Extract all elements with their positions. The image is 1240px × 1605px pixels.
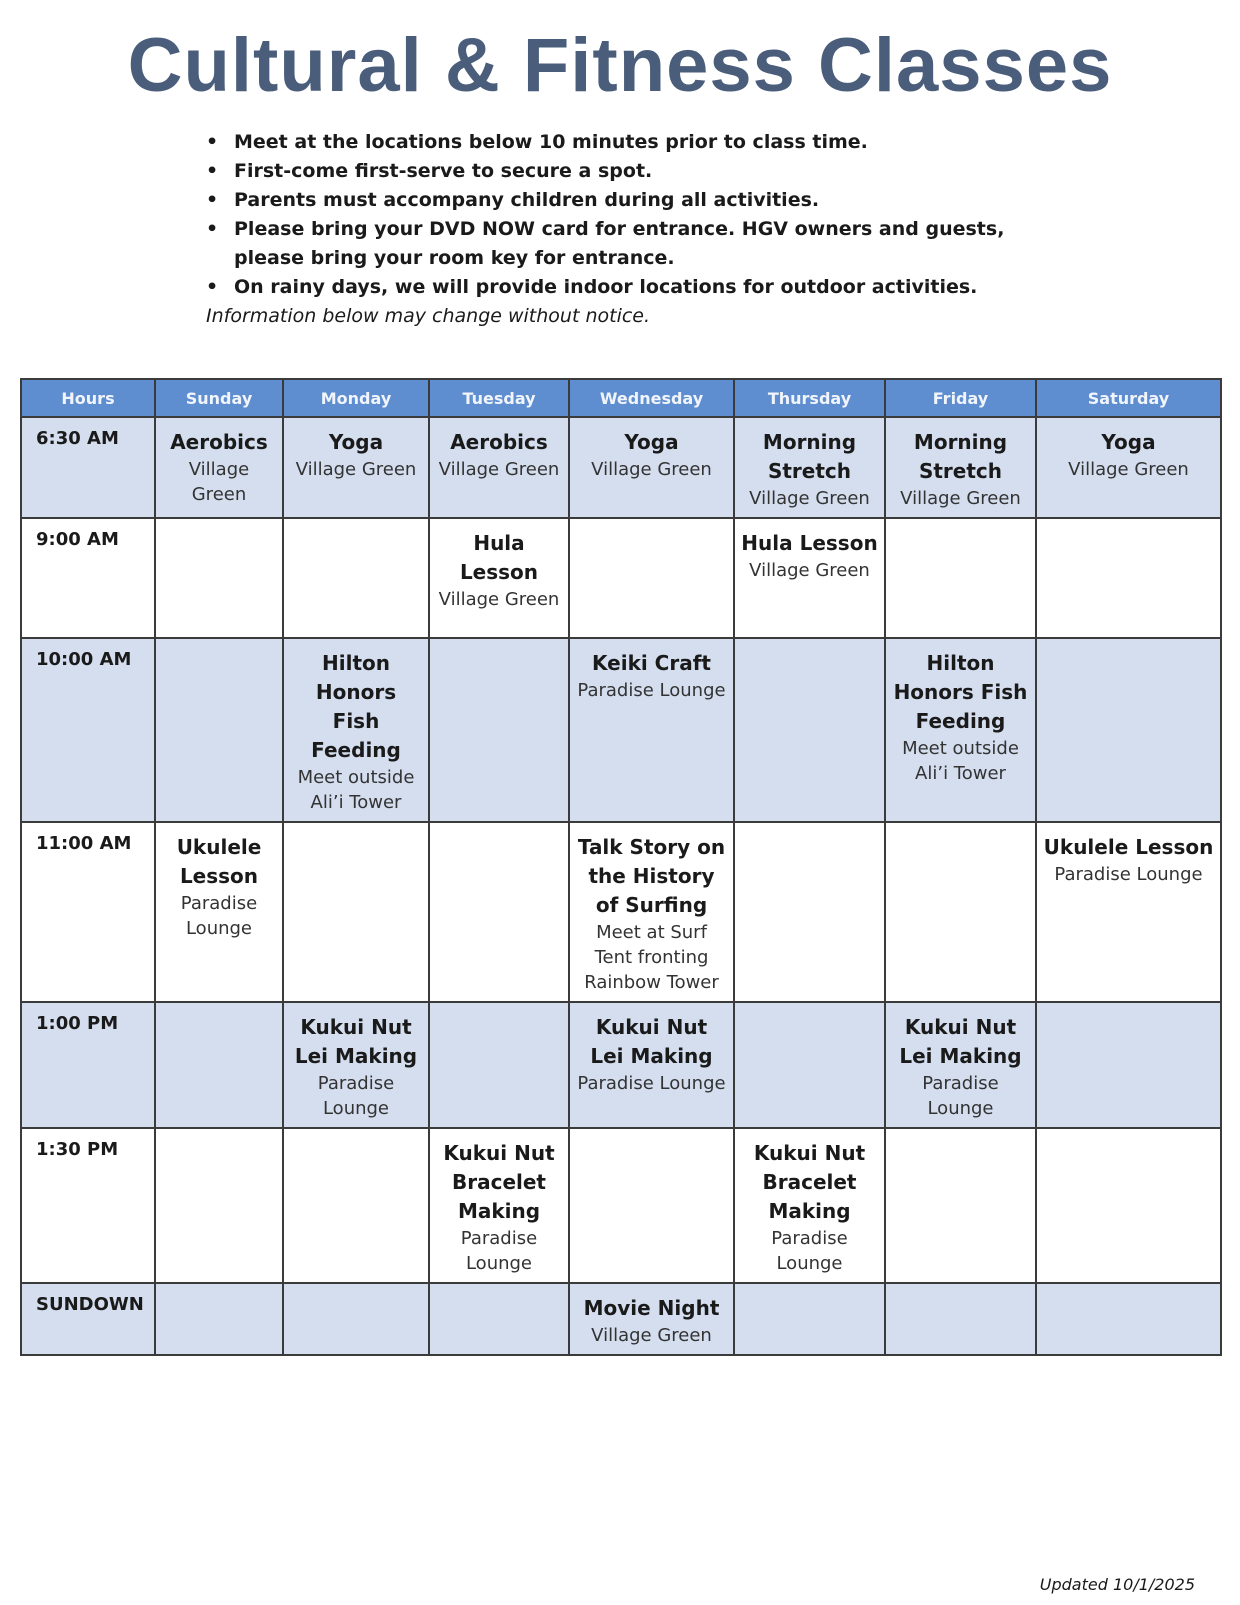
class-location: Paradise Lounge [460, 1228, 538, 1274]
class-name: Hilton Honors Fish Feeding [893, 651, 1028, 733]
class-cell [734, 417, 885, 518]
class-cell [885, 638, 1036, 822]
class-location: Meet at Surf Tent fronting Rainbow Tower [584, 922, 719, 993]
time-cell: 1:30 PM [21, 1128, 155, 1283]
class-name: Kukui Nut Lei Making [590, 1015, 713, 1068]
class-name: Movie Night [583, 1296, 720, 1320]
class-location: Village Green [749, 560, 870, 581]
class-cell [1036, 417, 1221, 518]
class-name: Hula Lesson [459, 531, 539, 584]
class-cell [885, 1283, 1036, 1355]
class-cell [429, 1128, 569, 1283]
class-cell [155, 822, 283, 1002]
time-cell: 6:30 AM [21, 417, 155, 518]
class-cell [283, 518, 429, 638]
schedule-row [21, 1128, 1221, 1283]
class-location: Paradise Lounge [577, 1073, 726, 1094]
class-location: Village Green [1068, 459, 1189, 480]
page-title: Cultural & Fitness Classes [127, 23, 1113, 108]
class-name: Morning Stretch [913, 430, 1008, 483]
class-cell [569, 1128, 734, 1283]
note-item: • First-come first-serve to secure a spot. [206, 157, 1006, 186]
class-cell [885, 1128, 1036, 1283]
class-location: Meet outside Ali’i Tower [297, 767, 415, 813]
class-location: Village Green [295, 459, 417, 480]
header-sunday: Sunday [155, 379, 283, 417]
class-cell [283, 1283, 429, 1355]
class-location: Village Green [188, 459, 250, 505]
class-cell [429, 1283, 569, 1355]
class-location: Paradise Lounge [317, 1073, 395, 1119]
class-location: Paradise Lounge [577, 680, 726, 701]
class-cell [885, 822, 1036, 1002]
class-name: Aerobics [170, 430, 268, 454]
class-cell [283, 822, 429, 1002]
class-cell [1036, 1002, 1221, 1128]
class-cell [283, 638, 429, 822]
header-row [21, 379, 1221, 417]
class-cell [283, 1002, 429, 1128]
time-cell: 11:00 AM [21, 822, 155, 1002]
class-name: Kukui Nut Bracelet Making [443, 1141, 555, 1223]
class-name: Yoga [1101, 430, 1156, 454]
class-cell [885, 417, 1036, 518]
class-name: Ukulele Lesson [1043, 835, 1214, 859]
class-location: Village Green [900, 488, 1021, 509]
header-tuesday: Tuesday [429, 379, 569, 417]
class-location: Paradise Lounge [1054, 864, 1203, 885]
header-hours: Hours [21, 379, 155, 417]
time-cell: SUNDOWN [21, 1283, 155, 1355]
class-name: Kukui Nut Lei Making [899, 1015, 1022, 1068]
class-name: Hilton Honors Fish Feeding [311, 651, 401, 762]
class-name: Keiki Craft [592, 651, 711, 675]
class-name: Aerobics [450, 430, 548, 454]
class-cell [885, 518, 1036, 638]
class-name: Yoga [624, 430, 679, 454]
header-monday: Monday [283, 379, 429, 417]
class-name: Morning Stretch [762, 430, 857, 483]
class-cell [1036, 1283, 1221, 1355]
time-cell: 1:00 PM [21, 1002, 155, 1128]
class-cell [734, 1283, 885, 1355]
class-name: Ukulele Lesson [176, 835, 262, 888]
notes-list [206, 128, 1006, 302]
class-cell [429, 1002, 569, 1128]
class-cell [283, 1128, 429, 1283]
class-cell [155, 518, 283, 638]
class-cell [569, 417, 734, 518]
class-name: Kukui Nut Lei Making [294, 1015, 418, 1068]
note-item: • Parents must accompany children during all activities. [206, 186, 1006, 215]
class-cell [429, 638, 569, 822]
schedule-row [21, 1002, 1221, 1128]
class-cell [1036, 1128, 1221, 1283]
notes-section [206, 128, 1006, 331]
class-cell [155, 417, 283, 518]
class-cell [429, 822, 569, 1002]
class-location: Meet outside Ali’i Tower [902, 738, 1019, 784]
class-cell [734, 822, 885, 1002]
header-wednesday: Wednesday [569, 379, 734, 417]
note-item: • Meet at the locations below 10 minutes prior to class time. [206, 128, 1006, 157]
header-friday: Friday [885, 379, 1036, 417]
schedule-row [21, 822, 1221, 1002]
schedule-row [21, 417, 1221, 518]
class-cell [283, 417, 429, 518]
class-cell [155, 1128, 283, 1283]
class-cell [885, 1002, 1036, 1128]
class-cell [155, 1283, 283, 1355]
schedule-table [20, 378, 1222, 1356]
class-cell [734, 1128, 885, 1283]
header-thursday: Thursday [734, 379, 885, 417]
note-item: • On rainy days, we will provide indoor locations for outdoor activities. [206, 273, 1006, 302]
class-cell [734, 518, 885, 638]
class-cell [1036, 518, 1221, 638]
disclaimer: Information below may change without notice. [206, 305, 651, 327]
updated-date: Updated 10/1/2025 [1039, 1575, 1195, 1594]
class-cell [569, 638, 734, 822]
time-cell: 9:00 AM [21, 518, 155, 638]
class-location: Paradise Lounge [771, 1228, 848, 1274]
class-location: Village Green [438, 589, 560, 610]
class-cell [155, 638, 283, 822]
class-cell [429, 417, 569, 518]
class-location: Village Green [438, 459, 560, 480]
class-location: Village Green [749, 488, 870, 509]
class-location: Village Green [591, 459, 712, 480]
note-item: • Please bring your DVD NOW card for entrance. HGV owners and guests, please bring your room key for entrance. [206, 215, 1006, 273]
class-location: Paradise Lounge [922, 1073, 999, 1119]
class-cell [569, 518, 734, 638]
header-saturday: Saturday [1036, 379, 1221, 417]
class-name: Yoga [328, 430, 384, 454]
time-cell: 10:00 AM [21, 638, 155, 822]
class-cell [734, 638, 885, 822]
class-location: Paradise Lounge [180, 893, 258, 939]
class-name: Kukui Nut Bracelet Making [753, 1141, 866, 1223]
schedule-row [21, 638, 1221, 822]
class-cell [569, 822, 734, 1002]
class-cell [569, 1283, 734, 1355]
class-location: Village Green [591, 1325, 712, 1346]
class-cell [1036, 822, 1221, 1002]
class-cell [429, 518, 569, 638]
class-cell [1036, 638, 1221, 822]
class-name: Talk Story on the History of Surfing [577, 835, 726, 917]
class-name: Hula Lesson [741, 531, 878, 555]
class-cell [734, 1002, 885, 1128]
schedule-row [21, 518, 1221, 638]
schedule-row [21, 1283, 1221, 1355]
class-cell [155, 1002, 283, 1128]
class-cell [569, 1002, 734, 1128]
